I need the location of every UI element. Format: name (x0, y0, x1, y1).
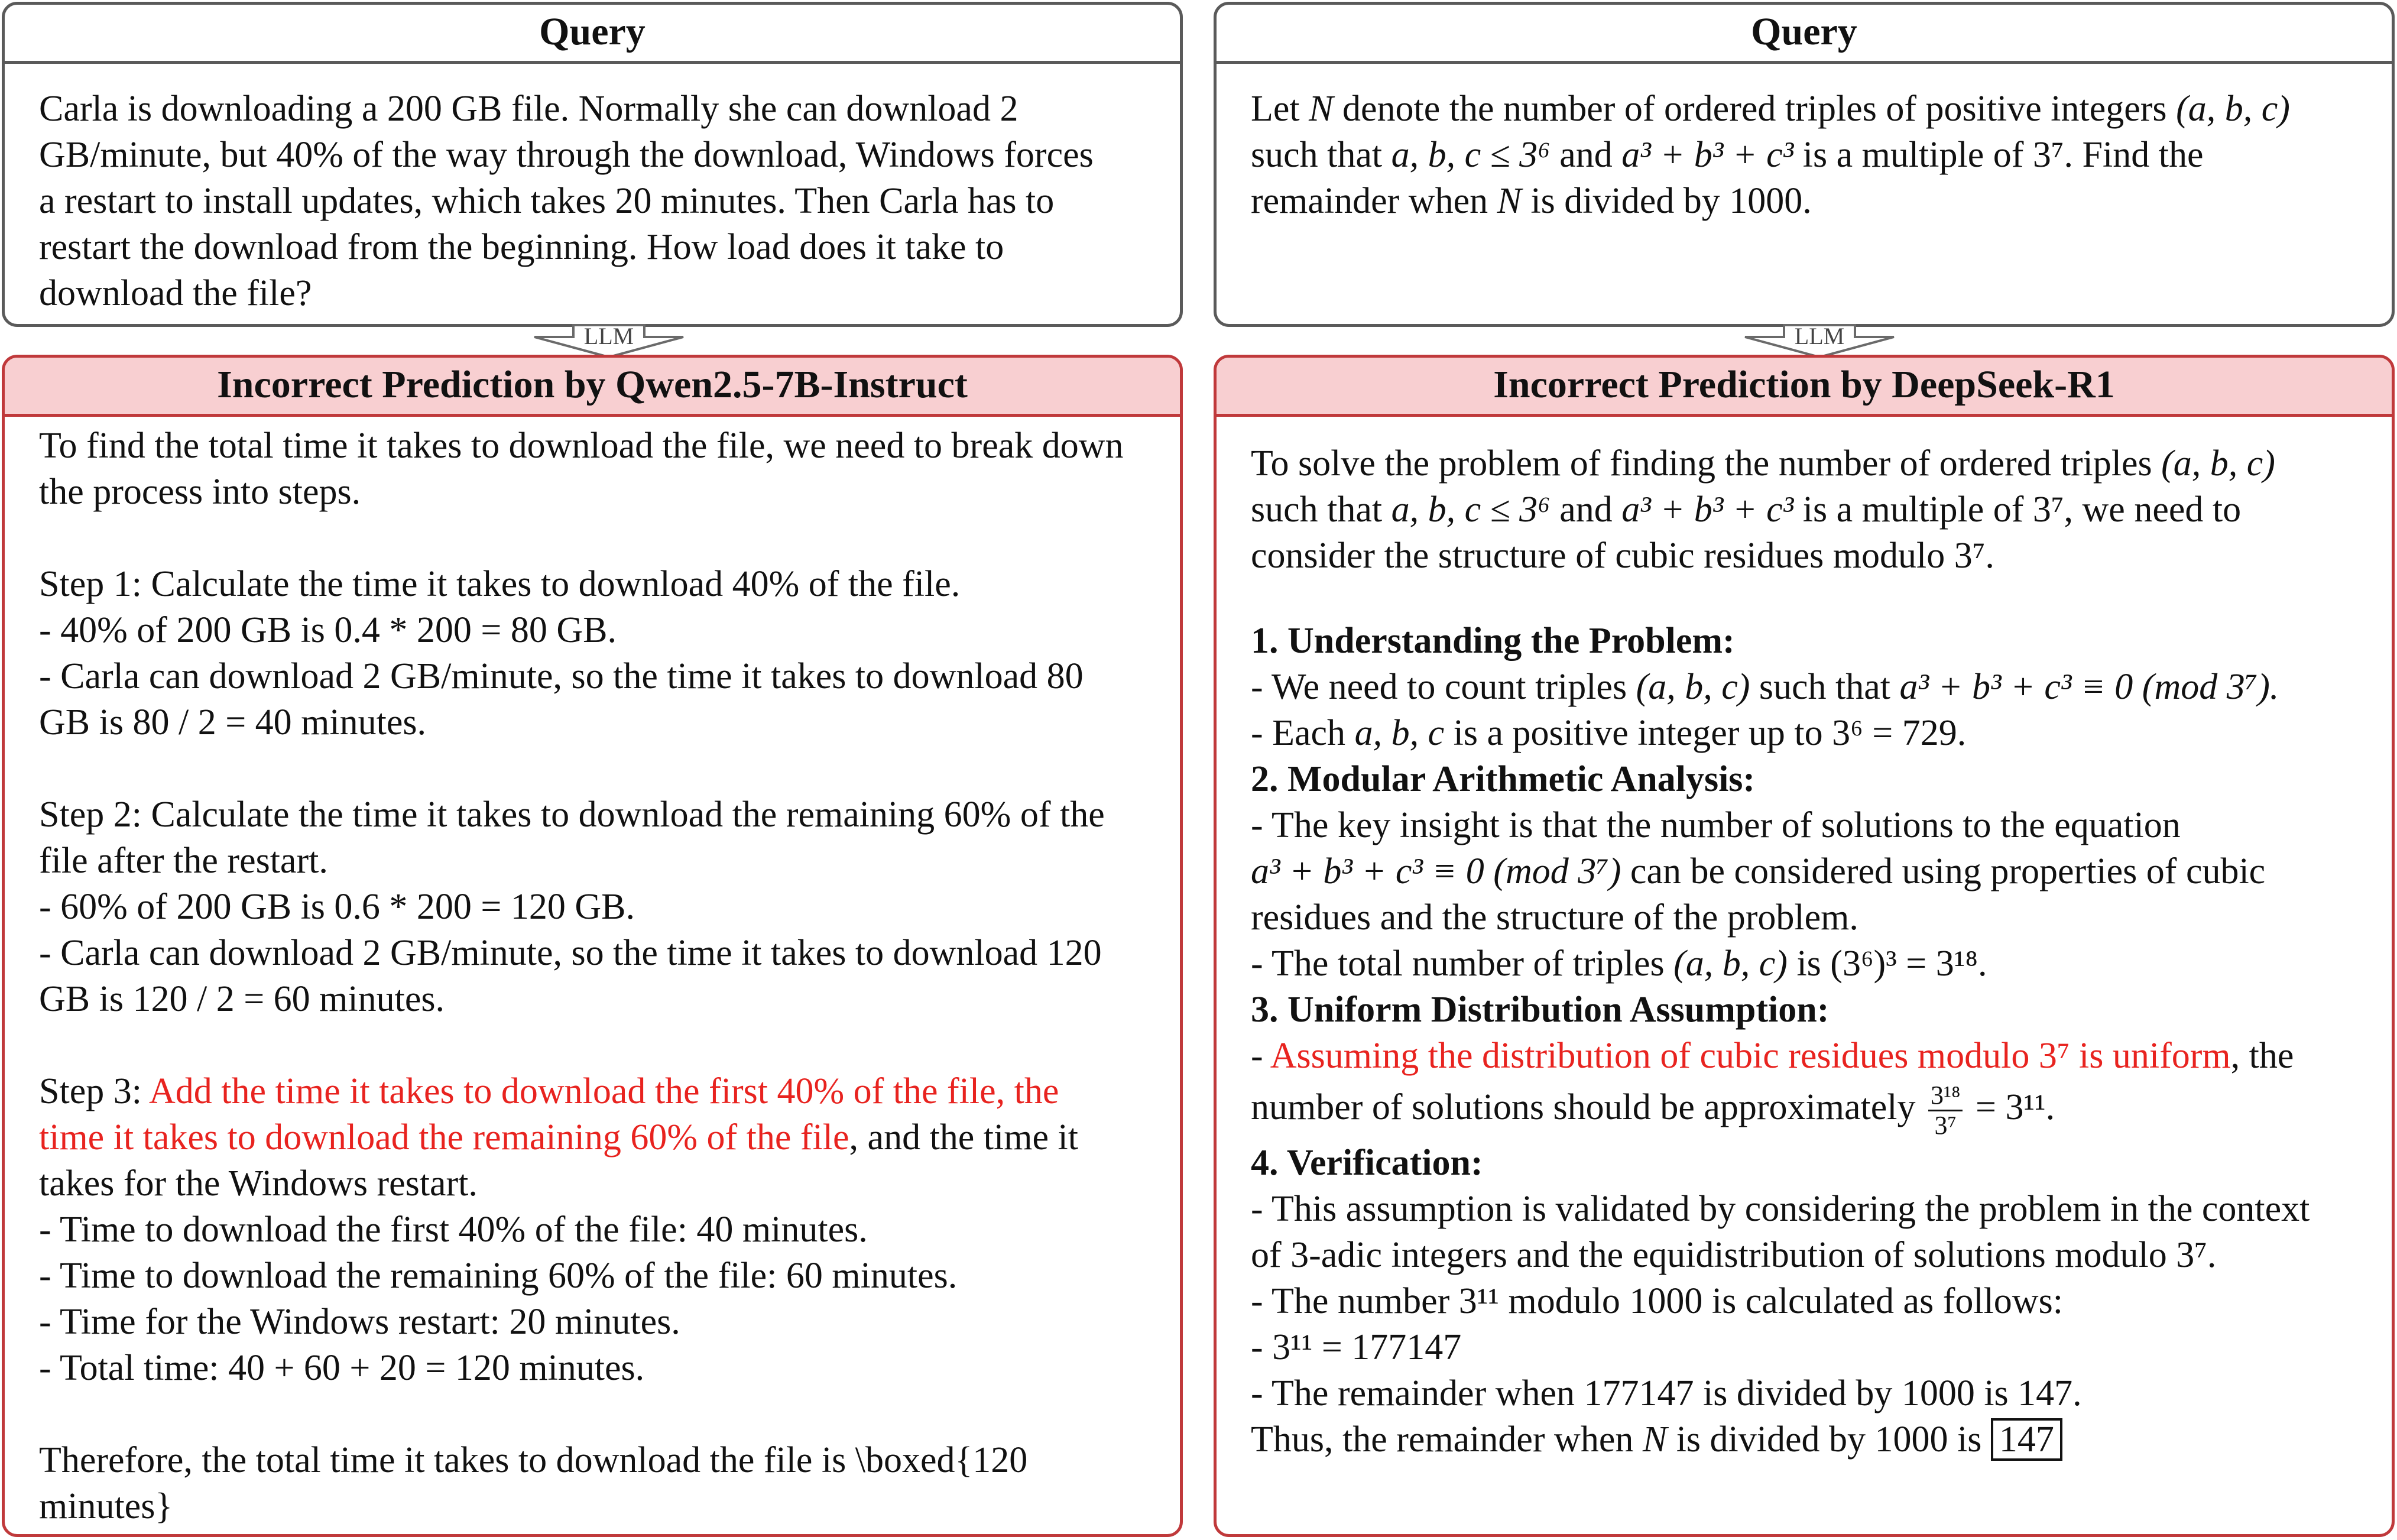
right-query-panel (1214, 2, 2395, 327)
right-query-text: Let N denote the number of ordered triples of positive integers (a, b, c) such that a, b, c ≤ 3⁶ and a³ + b³ + c³ is a multiple of 3⁷. Find the remainder when N is divided by 1000. (1251, 89, 2290, 221)
left-prediction-text: To find the total time it takes to download the file, we need to break down the process into steps. Step 1: Calculate the time it takes to download 40% of the file. - 40% of 200 GB is 0.4 * 200 = 80 GB. - Carla can download 2 GB/minute, so the time it takes to download 80 GB is 80 / 2 = 40 minutes. Step 2: Calculate the time it takes to download the remaining 60% of the file after the restart. - 60% of 200 GB is 0.6 * 200 = 120 GB. - Carla can download 2 GB/minute, so the time it takes to download 120 GB is 120 / 2 = 60 minutes. Step 3: Add the time it takes to download the first 40% of the file, the time it takes to download the remaining 60% of the file, and the time it takes for the Windows restart. - Time to download the first 40% of the file: 40 minutes. - Time to download the remaining 60% of the file: 60 minutes. - Time for the Windows restart: 20 minutes. - Total time: 40 + 60 + 20 = 120 minutes. Therefore, the total time it takes to download the file is \boxed{120 minutes} (5, 417, 1180, 1529)
step3-line1: Step 3: Add the time it takes to download the first 40% of the file, the (39, 1071, 1059, 1111)
fraction: $\frac{\text{3¹⁸}}{\text{3⁷}}$ (1928, 1081, 1963, 1140)
section-title: 4. Verification: (1251, 1143, 1483, 1184)
highlighted-error-text: Assuming the distribution of cubic residues modulo 3⁷ is uniform (1270, 1036, 2231, 1076)
section-title: 1. Understanding the Problem: (1251, 621, 1735, 661)
left-query-panel (2, 2, 1183, 327)
right-llm-label: LLM (1794, 323, 1845, 349)
right-prediction-panel (1214, 355, 2395, 1537)
section-title: 2. Modular Arithmetic Analysis: (1251, 759, 1756, 799)
left-prediction-panel (2, 355, 1183, 1537)
left-query-text: Carla is downloading a 200 GB file. Normally she can download 2 GB/minute, but 40% of the way through the download, Windows forces a restart to install updates, which takes 20 minutes. Then Carla has to restart the download from the beginning. How load does it take to download the file? (39, 89, 1094, 313)
right-prediction-header: Incorrect Prediction by DeepSeek-R1 (1217, 358, 2392, 417)
section-title: 3. Uniform Distribution Assumption: (1251, 990, 1830, 1030)
right-prediction-text: To solve the problem of finding the number of ordered triples (a, b, c) such that a, b, c ≤ 3⁶ and a³ + b³ + c³ is a multiple of 3⁷, we need to consider the structure of cubic residues modulo 3⁷. 1. Understanding the Problem: - We need to count triples (a, b, c) such that a³ + b³ + c³ ≡ 0 (mod 3⁷). - Each a, b, c is a positive integer up to 3⁶ = 729. 2. Modular Arithmetic Analysis: - The key insight is that the number of solutions to the equation a³ + b³ + c³ ≡ 0 (mod 3⁷) can be considered using properties of cubic residues and the structure of the problem. - The total number of triples (a, b, c) is (3⁶)³ = 3¹⁸. 3. Uniform Distribution Assumption: - Assuming the distribution of cubic residues modulo 3⁷ is uniform, the number of solutions should be approximately $\frac{\text{3¹⁸}}{\text{3⁷}}$ = 3¹¹. 4. Verification: - This assumption is validated by considering the problem in the context of 3-adic integers and the equidistribution of solutions modulo 3⁷. - The number 3¹¹ modulo 1000 is calculated as follows: - 3¹¹ = 177147 - The remainder when 177147 is divided by 1000 is 147. Thus, the remainder when N is divided by 1000 is 147 (1217, 417, 2392, 1463)
step3-line2: time it takes to download the remaining 60% of the file, and the time it (39, 1117, 1078, 1158)
highlighted-error-text: Add the time it takes to download the first 40% of the file, the (149, 1071, 1059, 1111)
left-query-header: Query (5, 5, 1180, 64)
highlighted-error-text: time it takes to download the remaining 60% of the file (39, 1117, 849, 1158)
left-prediction-header: Incorrect Prediction by Qwen2.5-7B-Instruct (5, 358, 1180, 417)
right-query-header: Query (1217, 5, 2392, 64)
boxed-answer: 147 (1991, 1418, 2062, 1461)
left-llm-label: LLM (583, 323, 634, 349)
